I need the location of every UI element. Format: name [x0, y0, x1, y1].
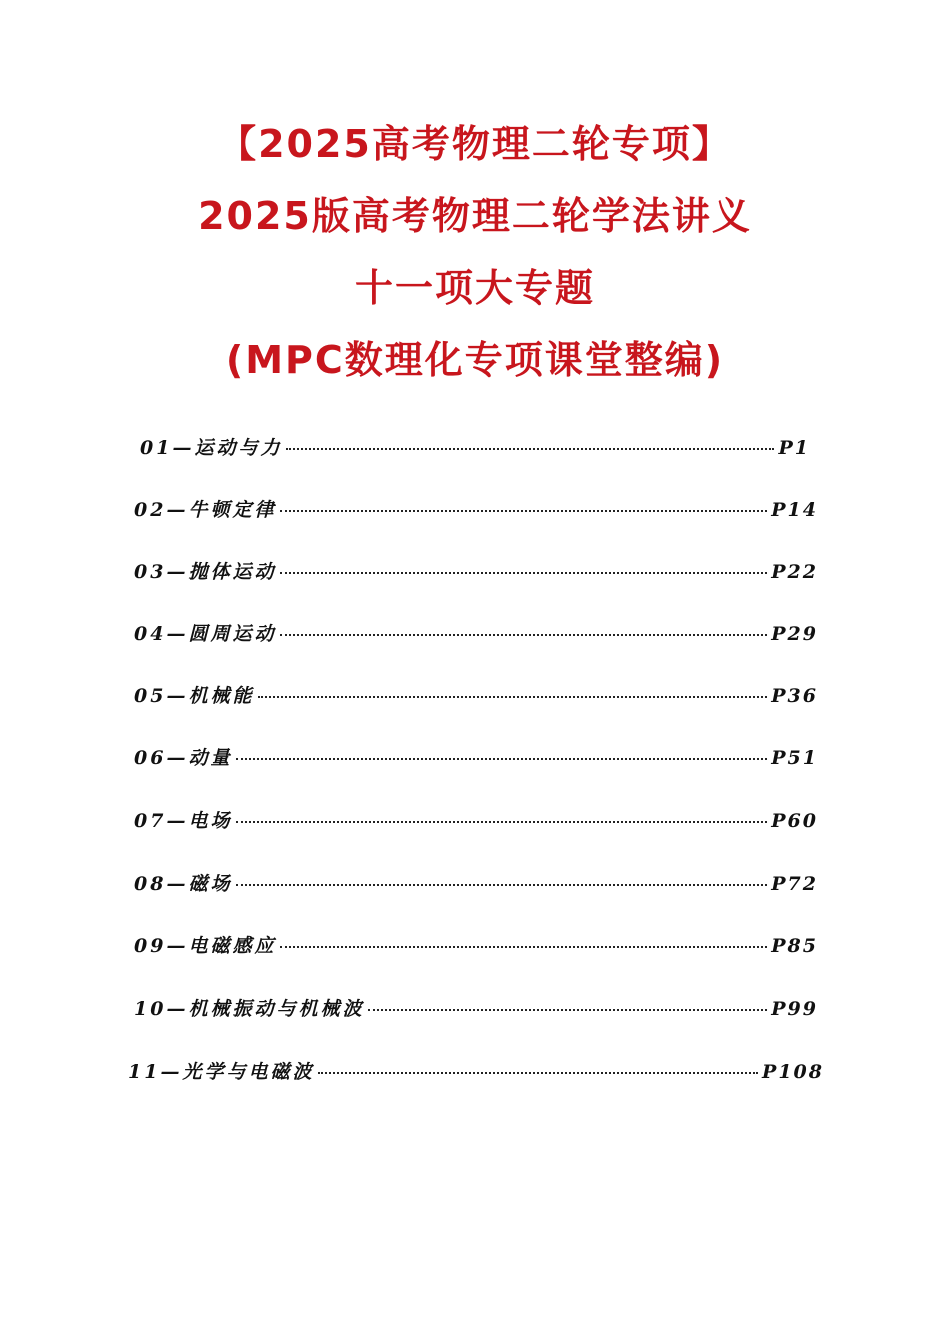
document-title [0, 108, 950, 396]
toc-entry[interactable] [134, 681, 818, 711]
toc-dot-leader [280, 946, 767, 948]
toc-dot-leader [280, 510, 767, 512]
toc-dot-leader [236, 884, 767, 886]
toc-entry-page: P60 [771, 810, 818, 832]
toc-entry-page: P29 [771, 623, 818, 645]
toc-entry-title: 08—磁场 [134, 873, 233, 895]
toc-dot-leader [236, 821, 767, 823]
toc-dot-leader [280, 572, 767, 574]
title-line-main: 2025版高考物理二轮学法讲义 [198, 194, 752, 238]
toc-entry[interactable] [134, 743, 818, 773]
toc-entry-title: 06—动量 [134, 747, 233, 769]
toc-dot-leader [286, 448, 774, 450]
toc-dot-leader [280, 634, 767, 636]
toc-entry-title: 09—电磁感应 [134, 935, 277, 957]
toc-entry-title: 10—机械振动与机械波 [134, 998, 365, 1020]
toc-dot-leader [368, 1009, 767, 1011]
toc-entry-page: P14 [771, 499, 818, 521]
toc-entry-page: P36 [771, 685, 818, 707]
toc-entry[interactable] [134, 994, 818, 1024]
toc-dot-leader [236, 758, 767, 760]
toc-entry[interactable] [128, 1057, 824, 1087]
title-line-publisher: (MPC数理化专项课堂整编) [225, 338, 725, 382]
toc-entry[interactable] [134, 557, 818, 587]
toc-entry-title: 05—机械能 [134, 685, 255, 707]
toc-entry[interactable] [134, 495, 818, 525]
toc-entry[interactable] [134, 869, 818, 899]
toc-entry-page: P22 [771, 561, 818, 583]
toc-entry[interactable] [134, 806, 818, 836]
title-line-topics: 十一项大专题 [354, 266, 595, 310]
toc-entry[interactable] [134, 931, 818, 961]
toc-entry-title: 02—牛顿定律 [134, 499, 277, 521]
toc-entry-page: P72 [771, 873, 818, 895]
toc-entry[interactable] [134, 619, 818, 649]
toc-entry-page: P1 [778, 437, 810, 459]
toc-entry-page: P108 [762, 1061, 824, 1083]
toc-entry-page: P99 [771, 998, 818, 1020]
toc-entry-title: 03—抛体运动 [134, 561, 277, 583]
toc-dot-leader [258, 696, 767, 698]
toc-entry-title: 07—电场 [134, 810, 233, 832]
toc-entry-page: P85 [771, 935, 818, 957]
toc-entry-page: P51 [771, 747, 818, 769]
toc-entry-title: 01—运动与力 [140, 437, 283, 459]
toc-dot-leader [318, 1072, 758, 1074]
title-line-series: 【2025高考物理二轮专项】 [218, 122, 732, 166]
toc-entry-title: 11—光学与电磁波 [128, 1061, 315, 1083]
toc-entry[interactable] [140, 433, 810, 463]
toc-entry-title: 04—圆周运动 [134, 623, 277, 645]
